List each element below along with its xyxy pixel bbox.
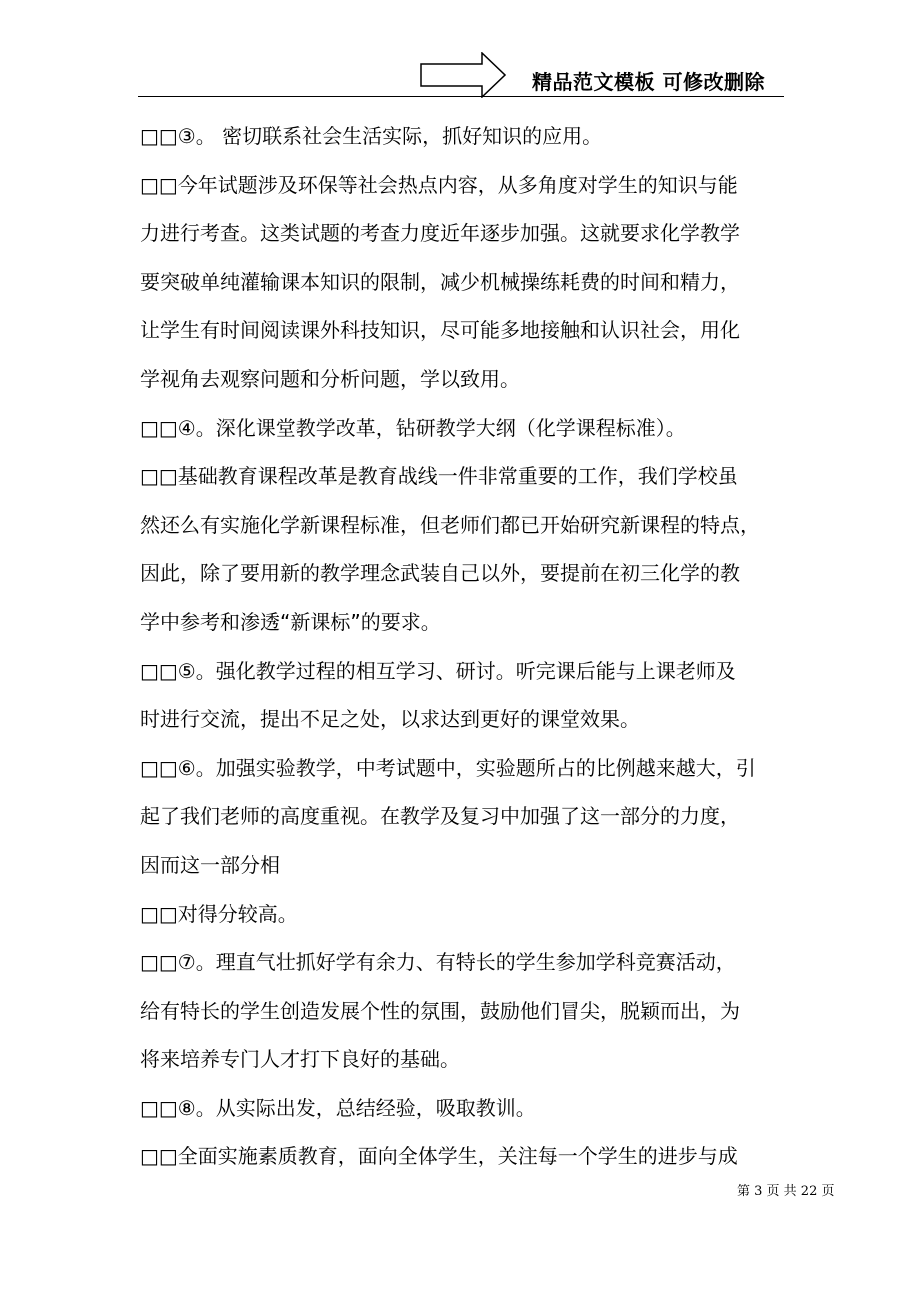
document-body [140, 112, 790, 1181]
text-line: □□对得分较高。 [140, 901, 298, 926]
text-line: □□④。深化课堂教学改革，钻研教学大纲（化学课程标准）。 [140, 415, 686, 440]
text-line: □□⑧。从实际出发，总结经验，吸取教训。 [140, 1095, 536, 1120]
text-line: 起了我们老师的高度重视。在教学及复习中加强了这一部分的力度， [140, 804, 740, 829]
text-line: □□③。 密切联系社会生活实际，抓好知识的应用。 [140, 124, 603, 148]
text-line: 时进行交流，提出不足之处，以求达到更好的课堂效果。 [140, 707, 640, 732]
text-line: 因此，除了要用新的教学理念武装自己以外，要提前在初三化学的教 [140, 561, 740, 586]
text-line: 学视角去观察问题和分析问题，学以致用。 [140, 366, 520, 391]
text-line: 要突破单纯灌输课本知识的限制，减少机械操练耗费的时间和精力， [140, 269, 740, 294]
text-line: 学中参考和渗透“新课标”的要求。 [140, 609, 441, 634]
text-line: □□今年试题涉及环保等社会热点内容，从多角度对学生的知识与能 [140, 172, 738, 197]
text-line: □□⑤。强化教学过程的相互学习、研讨。听完课后能与上课老师及 [140, 658, 736, 683]
text-line: 然还么有实施化学新课程标准，但老师们都已开始研究新课程的特点， [140, 512, 760, 537]
header-title: 精品范文模板 可修改删除 [532, 70, 765, 94]
text-line: 因而这一部分相 [140, 852, 280, 877]
text-line: 给有特长的学生创造发展个性的氛围，鼓励他们冒尖，脱颖而出，为 [140, 998, 740, 1023]
text-line: 力进行考查。这类试题的考查力度近年逐步加强。这就要求化学教学 [140, 221, 740, 246]
text-line: 将来培养专门人才打下良好的基础。 [140, 1047, 460, 1072]
header-divider [138, 96, 784, 97]
text-line: □□⑦。理直气壮抓好学有余力、有特长的学生参加学科竞赛活动， [140, 950, 736, 975]
text-line: 让学生有时间阅读课外科技知识，尽可能多地接触和认识社会，用化 [140, 318, 740, 343]
page-number: 第 3 页 共 22 页 [737, 1184, 835, 1199]
arrow-right-icon [420, 52, 506, 98]
text-line: □□⑥。加强实验教学，中考试题中，实验题所占的比例越来越大，引 [140, 755, 756, 780]
text-line: □□全面实施素质教育，面向全体学生，关注每一个学生的进步与成 [140, 1144, 738, 1169]
text-line: □□基础教育课程改革是教育战线一件非常重要的工作，我们学校虽 [140, 464, 738, 489]
